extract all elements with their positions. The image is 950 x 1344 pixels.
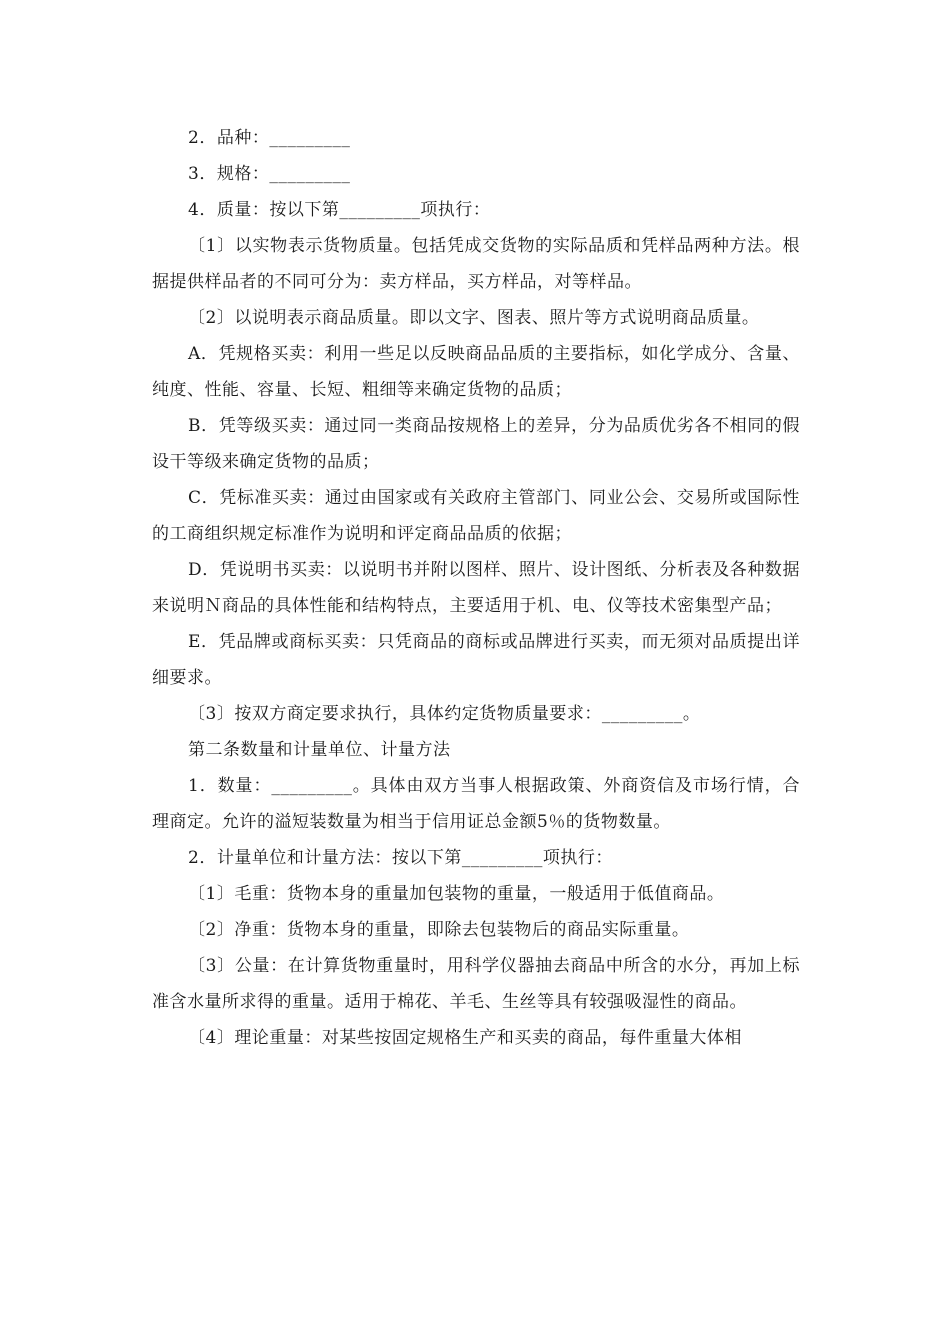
section-heading-quantity: 第二条数量和计量单位、计量方法 <box>188 740 451 760</box>
paragraph-theoretical-weight: 〔4〕理论重量：对某些按固定规格生产和买卖的商品，每件重量大体相 <box>188 1028 742 1048</box>
paragraph-conditioned-weight: 〔3〕公量：在计算货物重量时，用科学仪器抽去商品中所含的水分，再加上标准含水量所求得的重量。适用于棉花、羊毛、生丝等具有较强吸湿性的商品。 <box>152 956 800 1012</box>
paragraph-by-standard: C．凭标准买卖：通过由国家或有关政府主管部门、同业公会、交易所或国际性的工商组织规定标准作为说明和评定商品品质的依据； <box>152 488 800 544</box>
paragraph-specification: 3．规格：_________ <box>188 164 351 184</box>
paragraph-by-grade: B．凭等级买卖：通过同一类商品按规格上的差异，分为品质优劣各不相同的假设干等级来确定货物的品质； <box>152 416 800 472</box>
paragraph-by-brand: E．凭品牌或商标买卖：只凭商品的商标或品牌进行买卖，而无须对品质提出详细要求。 <box>152 632 800 688</box>
paragraph-by-manual: D．凭说明书买卖：以说明书并附以图样、照片、设计图纸、分析表及各种数据来说明Ｎ商品的具体性能和结构特点，主要适用于机、电、仪等技术密集型产品； <box>152 560 800 616</box>
paragraph-variety: 2．品种：_________ <box>188 128 351 148</box>
paragraph-quality: 4．质量：按以下第_________项执行： <box>188 200 491 220</box>
paragraph-net-weight: 〔2〕净重：货物本身的重量，即除去包装物后的商品实际重量。 <box>188 920 690 940</box>
paragraph-gross-weight: 〔1〕毛重：货物本身的重量加包装物的重量，一般适用于低值商品。 <box>188 884 725 904</box>
paragraph-measurement-method: 2．计量单位和计量方法：按以下第_________项执行： <box>188 848 613 868</box>
paragraph-by-agreement: 〔3〕按双方商定要求执行，具体约定货物质量要求：_________。 <box>188 704 701 724</box>
paragraph-by-specification: A．凭规格买卖：利用一些足以反映商品品质的主要指标，如化学成分、含量、纯度、性能、容量、长短、粗细等来确定货物的品质； <box>152 344 800 400</box>
document-body <box>152 120 800 1056</box>
paragraph-quality-by-sample: 〔1〕以实物表示货物质量。包括凭成交货物的实际品质和凭样品两种方法。根据提供样品者的不同可分为：卖方样品，买方样品，对等样品。 <box>152 236 800 292</box>
paragraph-quality-by-description: 〔2〕以说明表示商品质量。即以文字、图表、照片等方式说明商品质量。 <box>188 308 760 328</box>
paragraph-quantity: 1．数量：_________。具体由双方当事人根据政策、外商资信及市场行情，合理商定。允许的溢短装数量为相当于信用证总金额5％的货物数量。 <box>152 776 800 832</box>
